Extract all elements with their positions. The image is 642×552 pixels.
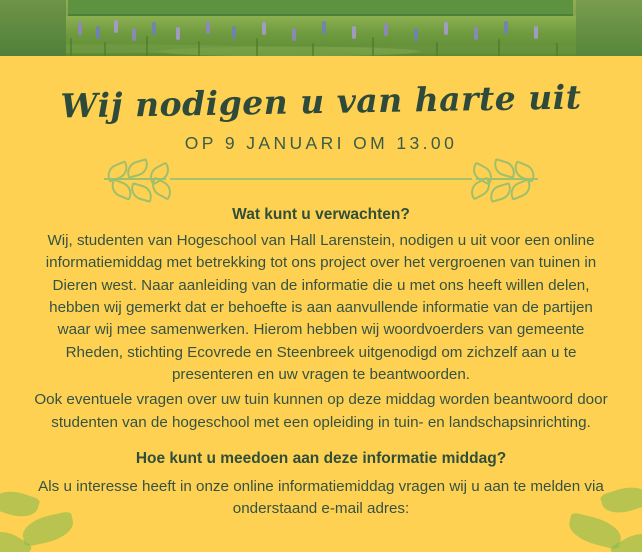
grass-icon — [436, 42, 438, 56]
invitation-date-time: OP 9 JANUARI OM 13.00 — [184, 133, 458, 153]
paragraph-expectations: Wij, studenten van Hogeschool van Hall Larenstein, nodigen u uit voor een online informatiemiddag met betrekking tot ons project over het vergroenen van tuinen in Dieren west. Naar aanleiding van de informatie die u met ons heeft willen delen, hebben wij gemerkt dat er behoefte is aan aanvullende informatie van de partijen waar wij mee samenwerken. Hierom hebben wij woordvoerders van gemeente Rheden, stichting Ecovrede en Steenbreek uitgenodigd om zichzelf aan u te presenteren en uw vragen te beantwoorden. — [45, 232, 597, 384]
flower-icon — [96, 26, 100, 39]
grass-icon — [372, 37, 374, 56]
flower-icon — [534, 26, 538, 39]
photo-left-shadow — [0, 0, 66, 56]
leaf-ornament-left — [98, 158, 178, 202]
grass-icon — [70, 38, 72, 56]
grass-icon — [312, 43, 314, 56]
flower-icon — [322, 21, 326, 34]
grass-icon — [146, 36, 148, 56]
leaf-divider — [0, 158, 642, 202]
flower-icon — [132, 28, 136, 41]
grass-icon — [256, 38, 258, 56]
flower-icon — [206, 21, 210, 34]
flower-icon — [352, 26, 356, 39]
grass-icon — [104, 42, 106, 56]
invitation-body — [0, 56, 642, 552]
flower-icon — [152, 22, 156, 35]
leaf-blob-icon — [20, 511, 76, 547]
divider-rule — [170, 178, 472, 180]
photo-green-bar — [68, 0, 573, 16]
leaf-ornament-right — [464, 158, 544, 202]
paragraph-garden-questions: Ook eventuele vragen over uw tuin kunnen op deze middag worden beantwoord door studenten van de hogeschool met een opleiding in tuin- en landschapsinrichting. — [34, 391, 608, 431]
leaf-icon — [507, 178, 534, 201]
leaf-icon — [124, 158, 150, 179]
flower-icon — [474, 27, 478, 40]
flower-icon — [232, 26, 236, 39]
flower-icon — [262, 22, 266, 35]
leaf-icon — [491, 158, 517, 179]
grass-icon — [198, 41, 200, 56]
leaf-icon — [487, 182, 513, 203]
flower-icon — [78, 22, 82, 35]
flower-icon — [176, 27, 180, 40]
section-heading-participation: Hoe kunt u meedoen aan deze informatie middag? — [135, 450, 507, 468]
flower-icon — [414, 28, 418, 41]
section-heading-expectations: Wat kunt u verwachten? — [232, 206, 410, 223]
flower-icon — [444, 22, 448, 35]
flower-icon — [292, 28, 296, 41]
invitation-title: Wij nodigen u van harte uit — [60, 77, 582, 126]
photo-right-shadow — [576, 0, 642, 56]
header-photo-banner — [0, 0, 642, 56]
grass-icon — [556, 43, 558, 56]
flower-icon — [384, 23, 388, 36]
grass-icon — [498, 39, 500, 56]
paragraph-signup: Als u interesse heeft in onze online informatiemiddag vragen wij u aan te melden via onderstaand e-mail adres: — [38, 478, 604, 518]
flower-icon — [504, 21, 508, 34]
flower-icon — [114, 20, 118, 33]
